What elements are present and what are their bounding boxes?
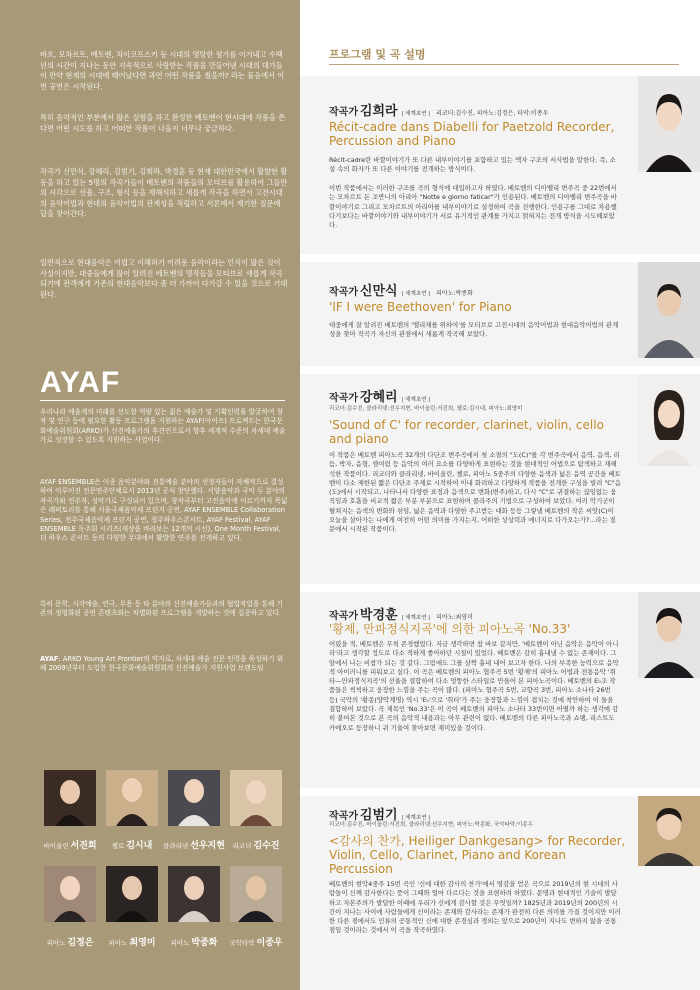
work-4-meta: 작곡가 박경훈 | 세계초연 | 피아노:최영미 xyxy=(329,608,473,623)
performer-caption-5: 피아노 김정은 xyxy=(46,938,94,948)
work-title-4: '황제, 만파정식지곡'에 의한 피아노곡 'No.33' xyxy=(329,622,571,636)
ayaf-paragraph-3: 특히 문학, 시각예술, 연극, 무용 등 타 분야의 신진예술가들과의 협업작업을 통해 기존의 정형화된 공연 콘텐츠와는 차별화된 프로그램을 개발하는 것에 집중하고 있다. xyxy=(40,600,283,618)
program-heading-rule xyxy=(329,64,679,65)
section-gap-3 xyxy=(300,584,700,592)
ayaf-note xyxy=(40,655,288,674)
composer-photo-2 xyxy=(638,262,700,358)
composer-name-1: 김희라 xyxy=(359,104,398,119)
composer-name-2: 신만식 xyxy=(359,284,398,299)
performer-photo-2 xyxy=(106,770,158,826)
work-desc-4: 어렸을 적, 베토벤은 무척 존경했었다. 지금 생각하면 참 바보 같지만, '베토벤이 아닌 음악은 음악이 아니라'라고 생각할 정도로 다소 격하게 좋아하던 시절이 있었다. 베토벤은 감히 흉내낼 수 없는 존재이다. 그 앞에서 나는 비참가 되는 것 같다. 그럼에도 그를 살짝 흉내 내어 보고자 한다. 나의 부족한 능력으로 음악적 아이러니를 피워보고 싶다. 이 곡은 베토벤의 피아노 협주곡 5번 '황제'의 피아노 어법과 전통음악 '취타—만파정식지곡'의 선율을 결합하여 다소 엉뚱한 스타일로 만들어 본 피아노곡이다. 베토벤의 E♭조 작품들은 씩씩하고 웅장한 느낌을 주는 곡이 많다. (피아노 협주곡 5번, 교향곡 3번, 피아노 소나타 26번 등) 국악의 '황종(양악계명) 역시 'E♭'으로 '취타'가 주는 웅장함과 느낌이 겹치는 것에 착안하여 이 둘을 결합하여 보았다. 곡 제목인 'No.33'은 이 곡이 베토벤의 피아노 소나타 33번이면 어떨까 하는 생각에 감히 붙여본 것으로 본 곡의 음악적 내용과는 아무 관련이 없다. 베토벤의 다른 피아노곡과 쇼팽, 리스트도 카메오로 등장하니 귀 기울여 찾아보면 재미있을 것이다. xyxy=(329,640,619,732)
work-title-2: 'IF I were Beethoven' for Piano xyxy=(329,300,512,314)
composer-name-3: 강혜리 xyxy=(359,390,398,405)
composer-photo-3 xyxy=(638,374,700,466)
work-desc-3: 이 작품은 베토벤 피아노곡 32개의 다단조 변주곡에서 첫 소절의 "도(C)"를 각 변주곡에서 음역, 음색, 리듬, 박자, 음형, 셈여림 등 음악의 여러 요소를 다양하게 표현하는 것을 현대적인 어법으로 탐색하고 재해석한 작품이다. 리코더와 클라리넷, 바이올린, 첼로, 피아노 5중주의 다양한 음색과 넓은 음역 공간을 베토벤이 다소 제한된 짧은 다단조 주제로 시작하여 이내 화려하고 다양하게 작품을 전개한 구성을 빌려 "C"음(도)에서 시작되고, 나타나서 다양한 표정과 음색으로 변화(변주)하고, 다시 "C"로 귀결하는 끊임없는 움직임과 호흡을 비교적 짧은 부분 부분으로 표현하며 콜라주의 기법으로 구성하여 보았다. 여러 악기군이 펼쳐지는 음색의 변화와 섞임, 넓은 음역과 다양한 주고받는 대화 등등 그렇낼 베토벤의 작은 씨앗(C)이 오늘을 살아가는 나에게 여전히 어떤 의미를 가지는지, 어떠한 상상력과 에너지로 다가오는가?...라는 질문에서 시작된 작품이다. xyxy=(329,451,621,534)
work-title-1: Récit-cadre dans Diabelli for Paetzold Recorder, Percussion and Piano xyxy=(329,120,615,148)
work-5-meta: 작곡가 김범기 | 세계초연 | xyxy=(329,808,431,823)
performer-photo-1 xyxy=(44,770,96,826)
ayaf-paragraph-1: 우리나라 예술계의 미래를 선도할 역량 있는 젊은 예술가 및 기획인력을 발굴하여 창작 및 연구 등에 필요한 활동 프로그램을 지원하는 AYAF(아이프) 프로젝트는 한국문화예술위원회(ARKO)가 신진예술가의 후견인으로서 향후 세계적 수준의 차세대 예술가로 성장할 수 있도록 지원하는 사업이다. xyxy=(40,408,286,445)
section-gap-4 xyxy=(300,788,700,796)
section-gap-2 xyxy=(300,366,700,374)
performer-caption-2: 첼로 김시내 xyxy=(111,841,153,851)
performer-photo-4 xyxy=(230,770,282,826)
ayaf-note-text: : ARKO Young Art Frontier의 약자로, 차세대 예술 전문 인력을 육성하기 위해 2009년부터 도입한 한국문화예술위원회의 신진예술가 지원사업 브랜드임 xyxy=(40,655,284,673)
performer-photo-5 xyxy=(44,866,96,922)
performer-caption-1: 바이올린 서진희 xyxy=(43,841,97,851)
composer-photo-1 xyxy=(638,76,700,172)
program-heading: 프로그램 및 곡 설명 xyxy=(329,48,426,61)
performer-photo-3 xyxy=(168,770,220,826)
intro-paragraph-2: 작곡가 신만식, 강혜리, 김범기, 김희라, 박경훈 등 현재 대한민국에서 활발한 활동을 하고 있는 5명의 작곡가들이 베토벤의 작품들의 모티브를 활용하여 그들만의 시각으로 선율, 구조, 형식 등을 재해석하고 새롭게 작곡을 하면서 고전시대의 음악어법과 현대의 음악어법의 관계성을 적립하고 서론에서 재기한 질문에 답을 찾아간다. xyxy=(40,167,288,219)
work-title-3: 'Sound of C' for recorder, clarinet, violin, cello and piano xyxy=(329,418,604,446)
performer-caption-6: 피아노 최영미 xyxy=(108,938,156,948)
work-3-meta: 작곡가 강혜리 | 세계초연 | xyxy=(329,390,431,405)
performer-photo-6 xyxy=(106,866,158,922)
performer-photo-8 xyxy=(230,866,282,922)
composer-name-4: 박경훈 xyxy=(359,608,398,623)
work-desc-1a: Récit-cadre란 바깥이야기가 또 다른 내부이야기를 포함하고 있는 액자 구조의 서사법을 말한다. 즉, 소설 속의 화자가 또 다른 이야기를 전개하는 방식이다. xyxy=(329,156,616,174)
composer-photo-5 xyxy=(638,796,700,866)
performer-caption-3: 클라리넷 선우지현 xyxy=(163,841,225,851)
section-gap-1 xyxy=(300,254,700,262)
performer-photo-7 xyxy=(168,866,220,922)
work-desc-2: 대중에게 잘 알려진 베토벤의 '엘리제를 위하여'를 모티브로 고전시대의 음악어법과 현대음악어법의 관계성을 찾아 작곡가 자신의 관점에서 새롭게 작곡해 보았다. xyxy=(329,321,619,339)
work-5-credits: 리코더:김수진, 바이올린:서진희, 클라리넷:선우지현, 피아노:박종화, 국악타악:이종우 xyxy=(329,822,533,828)
intro-paragraph-1b: 특히 음악적인 부분에서 많은 실험을 하고 완성한 베토벤이 현시대에 작품을 쓴다면 어떤 시도를 하고 어떠한 작품이 나올지 너무나 궁금하다. xyxy=(40,113,286,133)
composer-photo-4 xyxy=(638,592,700,678)
work-desc-1b: 이번 작품에서는 이러한 구조를 곡의 형식에 대입하고자 하였다. 베토벤의 디아벨리 변주곡 중 22번에서는 모차르트 돈 조반니의 아리아 "Notte e giorno faticar"가 인용된다. 베토벤의 디아벨리 변주곡을 바깥이야기로 그리고 모차르트의 아리아를 내부이야기로 설정하여 곡을 진행한다. 인용구를 그대로 차용했다기보다는 바깥이야기와 내부이야기가 서로 유기적인 관계를 가지고 얽혀지는 전개 방식을 시도해보았다. xyxy=(329,184,617,230)
performer-caption-7: 피아노 박종화 xyxy=(170,938,218,948)
work-3-credits: 리코더:김수진, 클라리넷:선우지현, 바이올린:서진희, 첼로:김시내, 피아노:최영미 xyxy=(329,406,523,412)
intro-paragraph-3: 일반적으로 현대음악은 어렵고 이해하기 어려운 음악이라는 인식이 많은 것이 사실이지만, 대중들에게 많이 알려진 베토벤의 명작들을 모티브로 새롭게 작곡되기에 관객에게 기존의 현대음악보다 좀 더 가까이 다가갈 수 있을 것으로 기대된다. xyxy=(40,258,288,299)
work-2-meta: 작곡가 신만식 | 세계초연 | 피아노:박종화 xyxy=(329,284,473,299)
work-desc-5: 베토벤의 현악4중주 15번 곡인 '신에 대한 감사의 찬가'에서 영감을 얻은 곡으로 2019년의 현 시대의 사람들이 신께 감사한다는 뜻이 그때와 얼마 다르다는 것을 표현하려 하였다. 문명과 현대적인 기술이 발달하고 자본주의가 발달한 이때에 우리가 신에게 감사할 것은 무엇일까? 1825년과 2019년의 200년의 시간이 지나는 사이에 사람들에게 신이라는 존재와 감사라는 존재가 완전히 다른 의미를 가질 것이지만 이러한 다른 점에서도 인류의 공통적인 신에 대한 존경심과 경외는 앞으로 200년이 지나도 변하지 않을 공통점일 것이라는 것에서 이 곡을 작곡하였다. xyxy=(329,880,621,935)
ayaf-divider xyxy=(40,400,285,401)
performer-caption-4: 리코더 김수진 xyxy=(232,841,280,851)
performer-caption-8: 국악타악 이종우 xyxy=(229,938,283,948)
ayaf-heading: AYAF xyxy=(40,366,121,399)
ayaf-note-label: AYAF xyxy=(40,655,59,663)
intro-paragraph-1: 바흐, 모차르트, 베토벤, 차이코프스키 등 시대의 명망한 평가를 이겨내고 수백 년의 시간이 지나는 동안 지속적으로 사랑받는 작품을 만들어낸 시대의 대가들이 만약 현재의 시대에 태어났다면 과연 어떤 작품을 썼을까? 라는 물음에서 이번 공연은 시작된다. xyxy=(40,50,285,91)
ayaf-paragraph-2: AYAF ENSEMBLE은 이종 음악분야와 전통예술 분야의 선정자들이 자체적으로 결성하여 이루어진 전문연주단체로서 2013년 공식 창단했다. 서양음악과 국악 두 분야의 작곡가와 연주자, 성악가로 구성되어 있으며, 창작곡부터 고전음악에 이르기까지 폭넓은 레퍼토리를 통해 서울국제음악제 프린지 공연, AYAF ENSEMBLE Collaboration Series, 전주국제음악제 프린지 공연, 청주하우스콘서트, AYAF Festival, AYAF ENSEMBLE 독주회 시리즈(세상을 바라보는 12개의 시선), One Month Festival, 더 하우스 콘서트 등의 다양한 무대에서 활발한 연주를 전개하고 있다. xyxy=(40,478,288,543)
work-title-5: <감사의 찬가, Heiliger Dankgesang> for Recorder, Violin, Cello, Clarinet, Piano and Korean Percussion xyxy=(329,834,626,876)
work-1-meta: 작곡가 김희라 | 세계초연 | 리코더:김수진, 피아노:김정은, 타악:이종우 xyxy=(329,104,549,119)
composer-name-5: 김범기 xyxy=(359,808,398,823)
